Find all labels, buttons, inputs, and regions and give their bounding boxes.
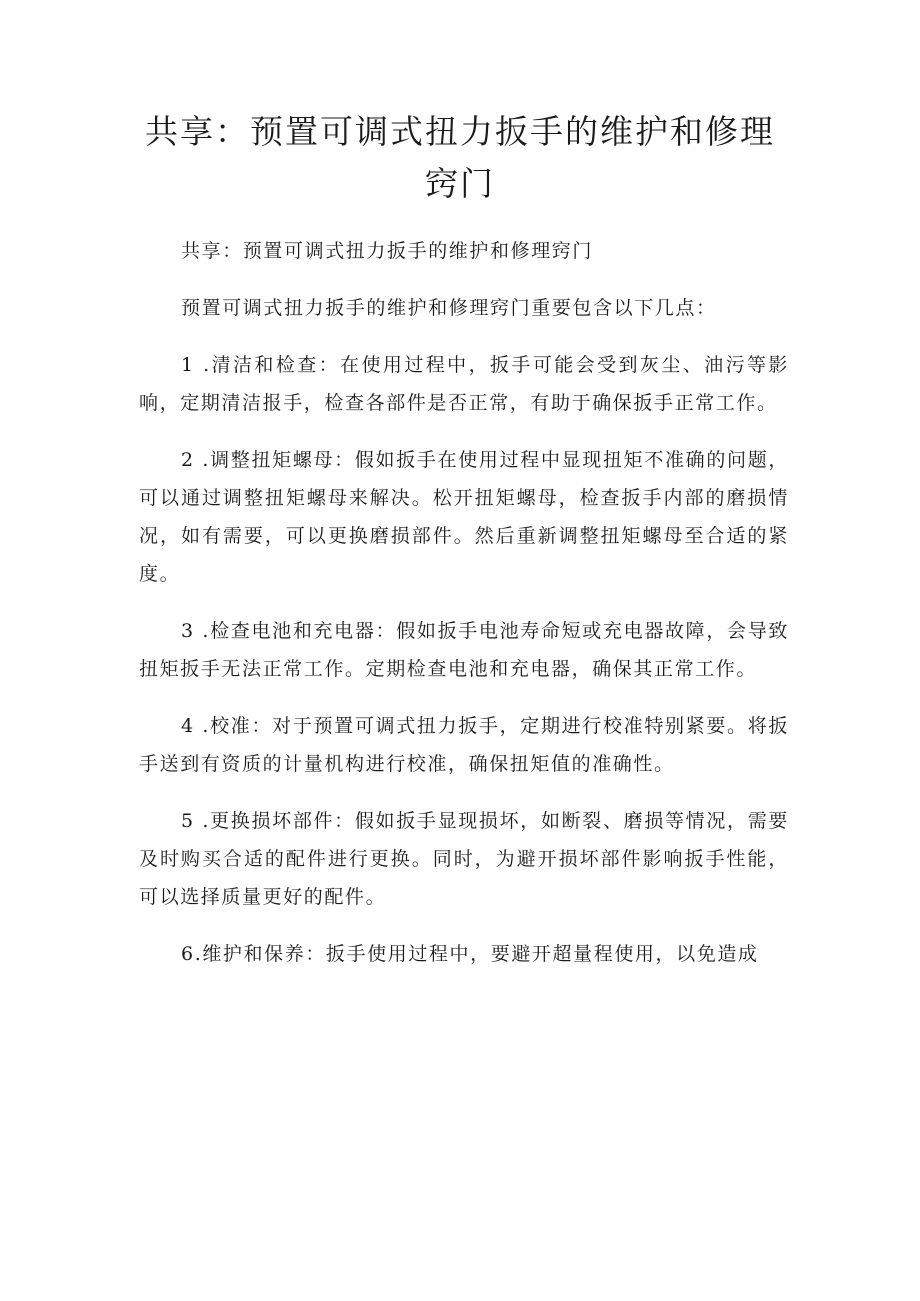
- paragraph-item-3-battery: 3 .检查电池和充电器：假如扳手电池寿命短或充电器故障，会导致扭矩扳手无法正常工作。定期检查电池和充电器，确保其正常工作。: [139, 620, 789, 680]
- document-title: 共享：预置可调式扭力扳手的维护和修理窍门: [145, 112, 775, 203]
- document-body: [139, 232, 789, 992]
- paragraph-item-2-torque-nut: 2 .调整扭矩螺母：假如扳手在使用过程中显现扭矩不准确的问题，可以通过调整扭矩螺母来解决。松开扭矩螺母，检查扳手内部的磨损情况，如有需要，可以更换磨损部件。然后重新调整扭矩螺母至合适的紧度。: [139, 449, 789, 585]
- paragraph-item-6-maintenance: 6.维护和保养：扳手使用过程中，要避开超量程使用，以免造成: [181, 943, 759, 965]
- paragraph-intro-heading: 共享：预置可调式扭力扳手的维护和修理窍门: [181, 240, 594, 262]
- paragraph-item-4-calibration: 4 .校准：对于预置可调式扭力扳手，定期进行校准特别紧要。将扳手送到有资质的计量机构进行校准，确保扭矩值的准确性。: [139, 715, 789, 775]
- paragraph-item-5-replace-parts: 5 .更换损坏部件：假如扳手显现损坏，如断裂、磨损等情况，需要及时购买合适的配件进行更换。同时，为避开损坏部件影响扳手性能，可以选择质量更好的配件。: [139, 810, 789, 908]
- paragraph-overview: 预置可调式扭力扳手的维护和修理窍门重要包含以下几点：: [181, 297, 717, 319]
- paragraph-item-1-cleaning: 1 .清洁和检查：在使用过程中，扳手可能会受到灰尘、油污等影响，定期清洁报手，检查各部件是否正常，有助于确保扳手正常工作。: [139, 354, 789, 414]
